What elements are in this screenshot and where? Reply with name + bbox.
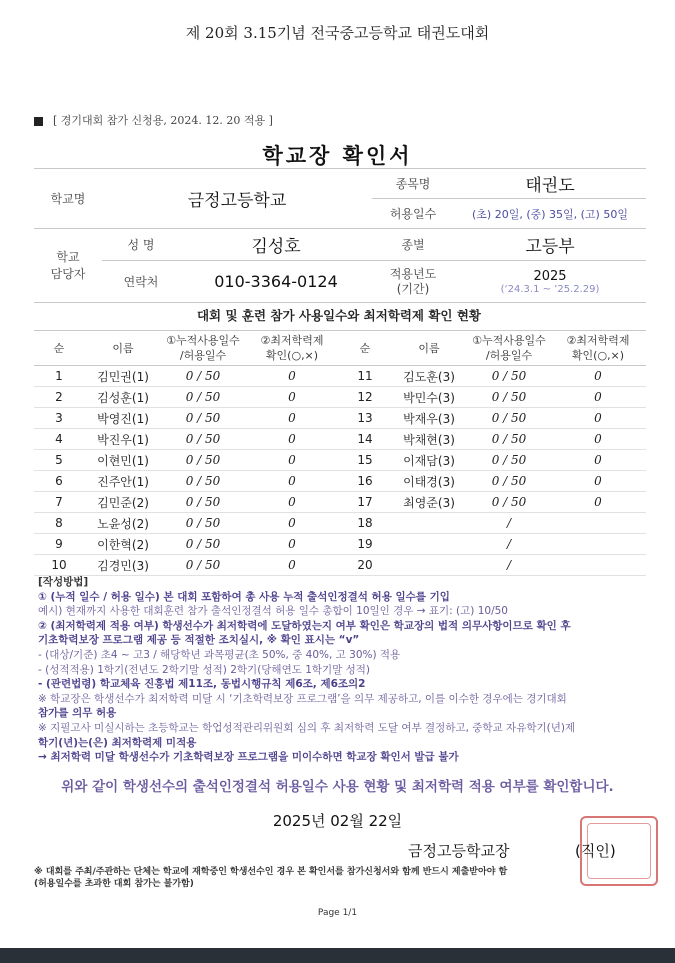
info-table — [34, 168, 646, 303]
row-days: 0 / 50 — [468, 366, 550, 387]
footnote-line: ※ 대회를 주최/주관하는 단체는 학교에 재학중인 학생선수인 경우 본 확인서를 참가신청서와 함께 반드시 제출받아야 함 — [34, 867, 508, 877]
row-name: 이태경(3) — [390, 471, 468, 492]
allowed-label: 허용일수 — [372, 199, 454, 229]
row-min: 0 — [244, 555, 340, 576]
school-label: 학교명 — [34, 169, 102, 229]
note-line: ① (누적 일수 / 허용 일수) 본 대회 포함하여 총 사용 누적 출석인정결석 허용 일수를 기입 — [38, 590, 450, 603]
row-name: 김도훈(3) — [390, 366, 468, 387]
allowed-value: (초) 20일, (중) 35일, (고) 50일 — [454, 199, 646, 229]
row-no: 12 — [340, 387, 390, 408]
row-no: 4 — [34, 429, 84, 450]
row-days: 0 / 50 — [468, 492, 550, 513]
row-min: 0 — [550, 492, 646, 513]
page-number: Page 1/1 — [317, 908, 358, 918]
header-note — [34, 112, 273, 128]
note-line: 참가를 의무 허용 — [38, 707, 117, 720]
table-row — [34, 408, 646, 429]
row-no: 18 — [340, 513, 390, 534]
year-cell — [454, 261, 646, 303]
row-min: 0 — [550, 450, 646, 471]
note-line: 기초학력보장 프로그램 제공 등 적절한 조치실시, ※ 확인 표시는 “v” — [38, 634, 360, 647]
row-days: 0 / 50 — [468, 387, 550, 408]
writing-instructions — [38, 575, 648, 765]
row-name: 이재담(3) — [390, 450, 468, 471]
row-days: / — [468, 513, 550, 534]
row-no: 17 — [340, 492, 390, 513]
row-no: 3 — [34, 408, 84, 429]
note-line: → 최저학력 미달 학생선수가 기초학력보장 프로그램을 미이수하면 학교장 확인서 발급 불가 — [38, 751, 459, 764]
header-no: 순 — [340, 331, 390, 366]
row-days: 0 / 50 — [162, 555, 244, 576]
row-name — [390, 513, 468, 534]
row-name: 박채현(3) — [390, 429, 468, 450]
seal-label: (직인) — [575, 842, 616, 860]
student-table — [34, 330, 646, 576]
row-name: 김민권(1) — [84, 366, 162, 387]
header-days: ①누적사용일수 /허용일수 — [468, 331, 550, 366]
table-row — [34, 387, 646, 408]
row-min: 0 — [244, 534, 340, 555]
sport-label: 종목명 — [372, 169, 454, 199]
row-days: 0 / 50 — [162, 471, 244, 492]
row-no: 5 — [34, 450, 84, 471]
division-value: 고등부 — [454, 229, 646, 261]
row-min: 0 — [550, 366, 646, 387]
footnote — [34, 866, 654, 890]
row-name: 최영준(3) — [390, 492, 468, 513]
notes-heading: [작성방법] — [38, 576, 89, 588]
row-no: 1 — [34, 366, 84, 387]
row-name: 노윤성(2) — [84, 513, 162, 534]
row-no: 7 — [34, 492, 84, 513]
note-line: ※ 학교장은 학생선수가 최저학력 미달 시 ‘기초학력보장 프로그램’을 의무 제공하고, 이를 이수한 경우에는 경기대회 — [38, 692, 567, 705]
row-days: 0 / 50 — [162, 534, 244, 555]
row-no: 14 — [340, 429, 390, 450]
row-name: 이현민(1) — [84, 450, 162, 471]
row-name — [390, 555, 468, 576]
table-row — [34, 429, 646, 450]
name-label: 성 명 — [102, 229, 180, 261]
row-min: 0 — [244, 408, 340, 429]
principal-name: 금정고등학교장 — [408, 842, 510, 860]
row-name: 김민준(2) — [84, 492, 162, 513]
table-row — [34, 513, 646, 534]
row-min: 0 — [244, 387, 340, 408]
table-row — [34, 450, 646, 471]
row-no: 16 — [340, 471, 390, 492]
header-no: 순 — [34, 331, 84, 366]
division-label: 종별 — [372, 229, 454, 261]
note-line: 예시) 현재까지 사용한 대회훈련 참가 출석인정결석 허용 일수 총합이 10일인 경우 → 표기: (고) 10/50 — [38, 605, 508, 618]
row-days: 0 / 50 — [162, 450, 244, 471]
row-days: 0 / 50 — [162, 387, 244, 408]
staff-label: 학교 담당자 — [34, 229, 102, 303]
row-no: 6 — [34, 471, 84, 492]
row-min: 0 — [550, 429, 646, 450]
note-line: ② (최저학력제 적용 여부) 학생선수가 최저학력에 도달하였는지 여부 확인은 학교장의 법적 의무사항이므로 확인 후 — [38, 619, 571, 632]
issue-date: 2025년 02월 22일 — [272, 812, 403, 830]
row-no: 11 — [340, 366, 390, 387]
row-name: 김경민(3) — [84, 555, 162, 576]
header-note-text: [ 경기대회 참가 신청용, 2024. 12. 20 적용 ] — [53, 114, 273, 127]
confirmation-statement: 위와 같이 학생선수의 출석인정결석 허용일수 사용 현황 및 최저학력 적용 여부를 확인합니다. — [61, 779, 614, 795]
year-value: 2025 — [533, 268, 567, 284]
row-no: 9 — [34, 534, 84, 555]
row-name: 진주안(1) — [84, 471, 162, 492]
table-row — [34, 366, 646, 387]
year-label: 적용년도 (기간) — [372, 261, 454, 303]
row-days: 0 / 50 — [468, 450, 550, 471]
document-title: 학교장 확인서 — [262, 144, 413, 168]
row-min — [550, 513, 646, 534]
row-name: 박재우(3) — [390, 408, 468, 429]
header-name: 이름 — [84, 331, 162, 366]
header-name: 이름 — [390, 331, 468, 366]
year-period: (‘24.3.1 ~ ’25.2.29) — [500, 283, 600, 295]
row-days: 0 / 50 — [468, 471, 550, 492]
row-no: 19 — [340, 534, 390, 555]
header-min: ②최저학력제 확인(○,×) — [244, 331, 340, 366]
row-name: 박영진(1) — [84, 408, 162, 429]
header-min: ②최저학력제 확인(○,×) — [550, 331, 646, 366]
row-days: 0 / 50 — [162, 513, 244, 534]
row-days: / — [468, 534, 550, 555]
row-days: 0 / 50 — [162, 366, 244, 387]
row-name: 김성훈(1) — [84, 387, 162, 408]
row-min: 0 — [244, 429, 340, 450]
name-value: 김성호 — [180, 229, 372, 261]
row-no: 8 — [34, 513, 84, 534]
row-min: 0 — [244, 366, 340, 387]
school-value: 금정고등학교 — [102, 169, 372, 229]
table-row — [34, 492, 646, 513]
row-name: 이한혁(2) — [84, 534, 162, 555]
row-days: 0 / 50 — [468, 408, 550, 429]
row-min: 0 — [550, 408, 646, 429]
row-days: / — [468, 555, 550, 576]
row-no: 13 — [340, 408, 390, 429]
row-min: 0 — [244, 492, 340, 513]
row-name: 박민수(3) — [390, 387, 468, 408]
table-row — [34, 534, 646, 555]
row-min: 0 — [550, 471, 646, 492]
viewer-bottom-bar — [0, 948, 675, 963]
note-line: - (대상/기준) 초4 ~ 고3 / 해당학년 과목평균(초 50%, 중 40%, 고 30%) 적용 — [38, 648, 401, 661]
event-title: 제 20회 3.15기념 전국중고등학교 태권도대회 — [185, 24, 490, 42]
row-name — [390, 534, 468, 555]
row-min: 0 — [244, 450, 340, 471]
row-min: 0 — [244, 513, 340, 534]
footnote-line: (허용일수를 초과한 대회 참가는 불가함) — [34, 879, 194, 889]
contact-value: 010-3364-0124 — [180, 261, 372, 303]
row-days: 0 / 50 — [162, 429, 244, 450]
square-bullet-icon — [34, 117, 43, 126]
table-row — [34, 471, 646, 492]
row-days: 0 / 50 — [162, 408, 244, 429]
row-no: 20 — [340, 555, 390, 576]
row-no: 15 — [340, 450, 390, 471]
note-line: ※ 지필고사 미실시하는 초등학교는 학업성적관리위원회 심의 후 최저학력 도달 여부 결정하고, 중학교 자유학기(년)제 — [38, 721, 576, 734]
section-title: 대회 및 훈련 참가 사용일수와 최저학력제 확인 현황 — [196, 308, 482, 323]
header-days: ①누적사용일수 /허용일수 — [162, 331, 244, 366]
row-days: 0 / 50 — [162, 492, 244, 513]
table-row — [34, 555, 646, 576]
row-min: 0 — [550, 387, 646, 408]
row-no: 2 — [34, 387, 84, 408]
row-min — [550, 534, 646, 555]
row-days: 0 / 50 — [468, 429, 550, 450]
note-line: - (성적적용) 1학기(전년도 2학기말 성적) 2학기(당해연도 1학기말 성적) — [38, 663, 371, 676]
row-name: 박진우(1) — [84, 429, 162, 450]
row-no: 10 — [34, 555, 84, 576]
sport-value: 태권도 — [454, 169, 646, 199]
contact-label: 연락처 — [102, 261, 180, 303]
note-line: - (관련법령) 학교체육 진흥법 제11조, 동법시행규칙 제6조, 제6조의2 — [38, 678, 366, 691]
row-min: 0 — [244, 471, 340, 492]
note-line: 학기(년)는(은) 최저학력제 미적용 — [38, 736, 197, 749]
row-min — [550, 555, 646, 576]
